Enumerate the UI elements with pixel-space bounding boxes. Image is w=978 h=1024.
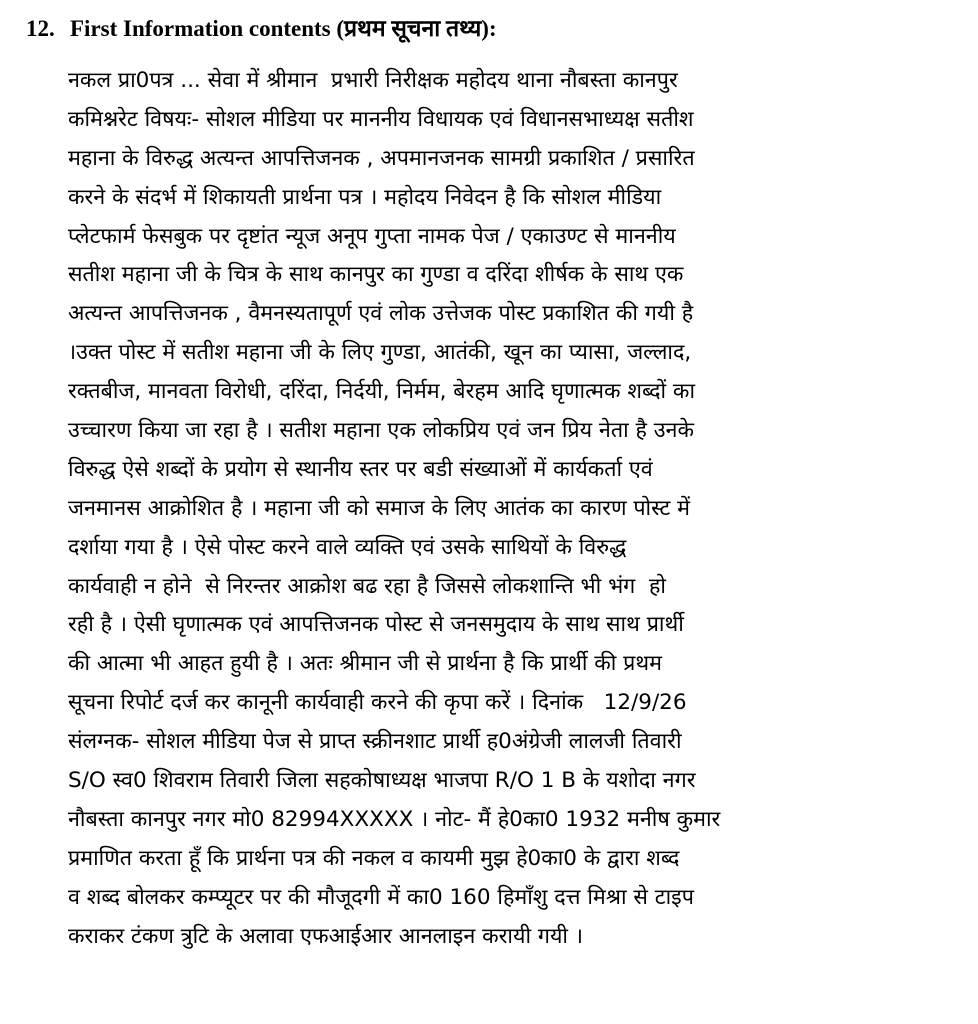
body-line: नौबस्ता कानपुर नगर मो0 82994XXXXX । नोट- मैं हे0का0 1932 मनीष कुमार: [68, 806, 721, 832]
body-line: ।उक्त पोस्ट में सतीश महाना जी के लिए गुण्डा, आतंकी, खून का प्यासा, जल्लाद,: [68, 340, 692, 366]
section-header: [26, 14, 497, 44]
section-title: First Information contents (प्रथम सूचना तथ्य):: [70, 16, 497, 41]
body-line: S/O स्व0 शिवराम तिवारी जिला सहकोषाध्यक्ष भाजपा R/O 1 B के यशोदा नगर: [68, 768, 696, 794]
body-line: रही है । ऐसी घृणात्मक एवं आपत्तिजनक पोस्ट से जनसमुदाय के साथ साथ प्रार्थी: [68, 612, 684, 638]
body-line: करने के संदर्भ में शिकायती प्रार्थना पत्र । महोदय निवेदन है कि सोशल मीडिया: [68, 184, 662, 210]
first-information-body: [68, 62, 958, 956]
body-line: जनमानस आक्रोशित है । महाना जी को समाज के लिए आतंक का कारण पोस्ट में: [68, 495, 691, 521]
body-line: सतीश महाना जी के चित्र के साथ कानपुर का गुण्डा व दरिंदा शीर्षक के साथ एक: [68, 262, 684, 288]
body-line: कराकर टंकण त्रुटि के अलावा एफआईआर आनलाइन करायी गयी ।: [68, 923, 583, 949]
body-line: महाना के विरुद्ध अत्यन्त आपत्तिजनक , अपमानजनक सामग्री प्रकाशित / प्रसारित: [68, 145, 695, 171]
body-line: प्लेटफार्म फेसबुक पर दृष्टांत न्यूज अनूप गुप्ता नामक पेज / एकाउण्ट से माननीय: [68, 223, 676, 249]
body-line: रक्तबीज, मानवता विरोधी, दरिंदा, निर्दयी, निर्मम, बेरहम आदि घृणात्मक शब्दों का: [68, 379, 696, 405]
body-line: कार्यवाही न होने से निरन्तर आक्रोश बढ रहा है जिससे लोकशान्ति भी भंग हो: [68, 573, 666, 599]
body-line: कमिश्नरेट विषयः- सोशल मीडिया पर माननीय विधायक एवं विधानसभाध्यक्ष सतीश: [68, 106, 694, 132]
body-line: संलग्नक- सोशल मीडिया पेज से प्राप्त स्क्रीनशाट प्रार्थी ह0अंग्रेजी लालजी तिवारी: [68, 729, 682, 755]
body-line: प्रमाणित करता हूँ कि प्रार्थना पत्र की नकल व कायमी मुझ हे0का0 के द्वारा शब्द: [68, 845, 680, 871]
body-line: की आत्मा भी आहत हुयी है । अतः श्रीमान जी से प्रार्थना है कि प्रार्थी की प्रथम: [68, 651, 663, 677]
body-line: दर्शाया गया है । ऐसे पोस्ट करने वाले व्यक्ति एवं उसके साथियों के विरुद्ध: [68, 534, 627, 560]
body-line: व शब्द बोलकर कम्प्यूटर पर की मौजूदगी में का0 160 हिमाँशु दत्त मिश्रा से टाइप: [68, 884, 694, 910]
body-line: अत्यन्त आपत्तिजनक , वैमनस्यतापूर्ण एवं लोक उत्तेजक पोस्ट प्रकाशित की गयी है: [68, 301, 694, 327]
section-number: 12.: [26, 16, 55, 41]
body-line: उच्चारण किया जा रहा है । सतीश महाना एक लोकप्रिय एवं जन प्रिय नेता है उनके: [68, 418, 694, 444]
body-line: विरुद्ध ऐसे शब्दों के प्रयोग से स्थानीय स्तर पर बडी संख्याओं में कार्यकर्ता एवं: [68, 456, 653, 482]
body-line: नकल प्रा0पत्र ... सेवा में श्रीमान प्रभारी निरीक्षक महोदय थाना नौबस्ता कानपुर: [68, 68, 678, 93]
body-line: सूचना रिपोर्ट दर्ज कर कानूनी कार्यवाही करने की कृपा करें । दिनांक 12/9/26: [68, 690, 687, 716]
